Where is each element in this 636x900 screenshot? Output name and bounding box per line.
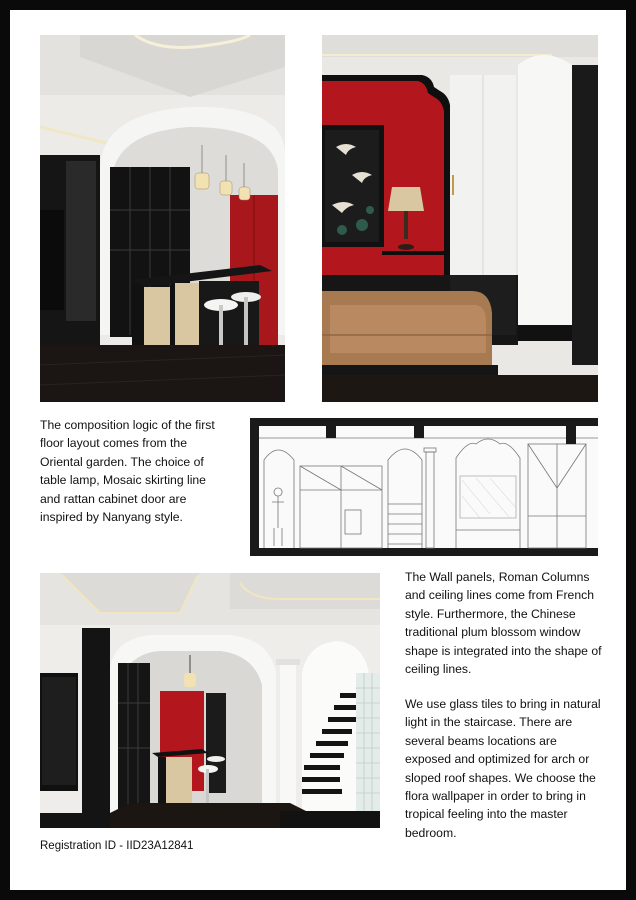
red-arch-sofa-photo [322, 35, 598, 402]
composition-paragraph [40, 416, 218, 526]
glass-paragraph [405, 695, 605, 842]
elevation-section-drawing [250, 418, 598, 556]
document-page [10, 10, 626, 890]
bar-dining-photo [40, 35, 285, 402]
walls-paragraph [405, 568, 605, 678]
composition-text: The composition logic of the first floor layout comes from the Oriental garden. The choice of table lamp, Mosaic skirting line and rattan cabinet door are inspired by Nanyang style. [40, 418, 215, 525]
walls-text: The Wall panels, Roman Columns and ceiling lines come from French style. Furthermore, the Chinese traditional plum blossom window shape is integrated into the shape of ceiling lines. [405, 570, 602, 677]
glass-text: We use glass tiles to bring in natural light in the staircase. There are several beams locations are exposed and optimized for arch or sloped roof shapes. We choose the flora wallpaper in order to bring in tropical feeling into the master bedroom. [405, 697, 601, 840]
staircase-corridor-photo [40, 573, 380, 828]
registration-id: Registration ID - IID23A12841 [40, 840, 194, 852]
